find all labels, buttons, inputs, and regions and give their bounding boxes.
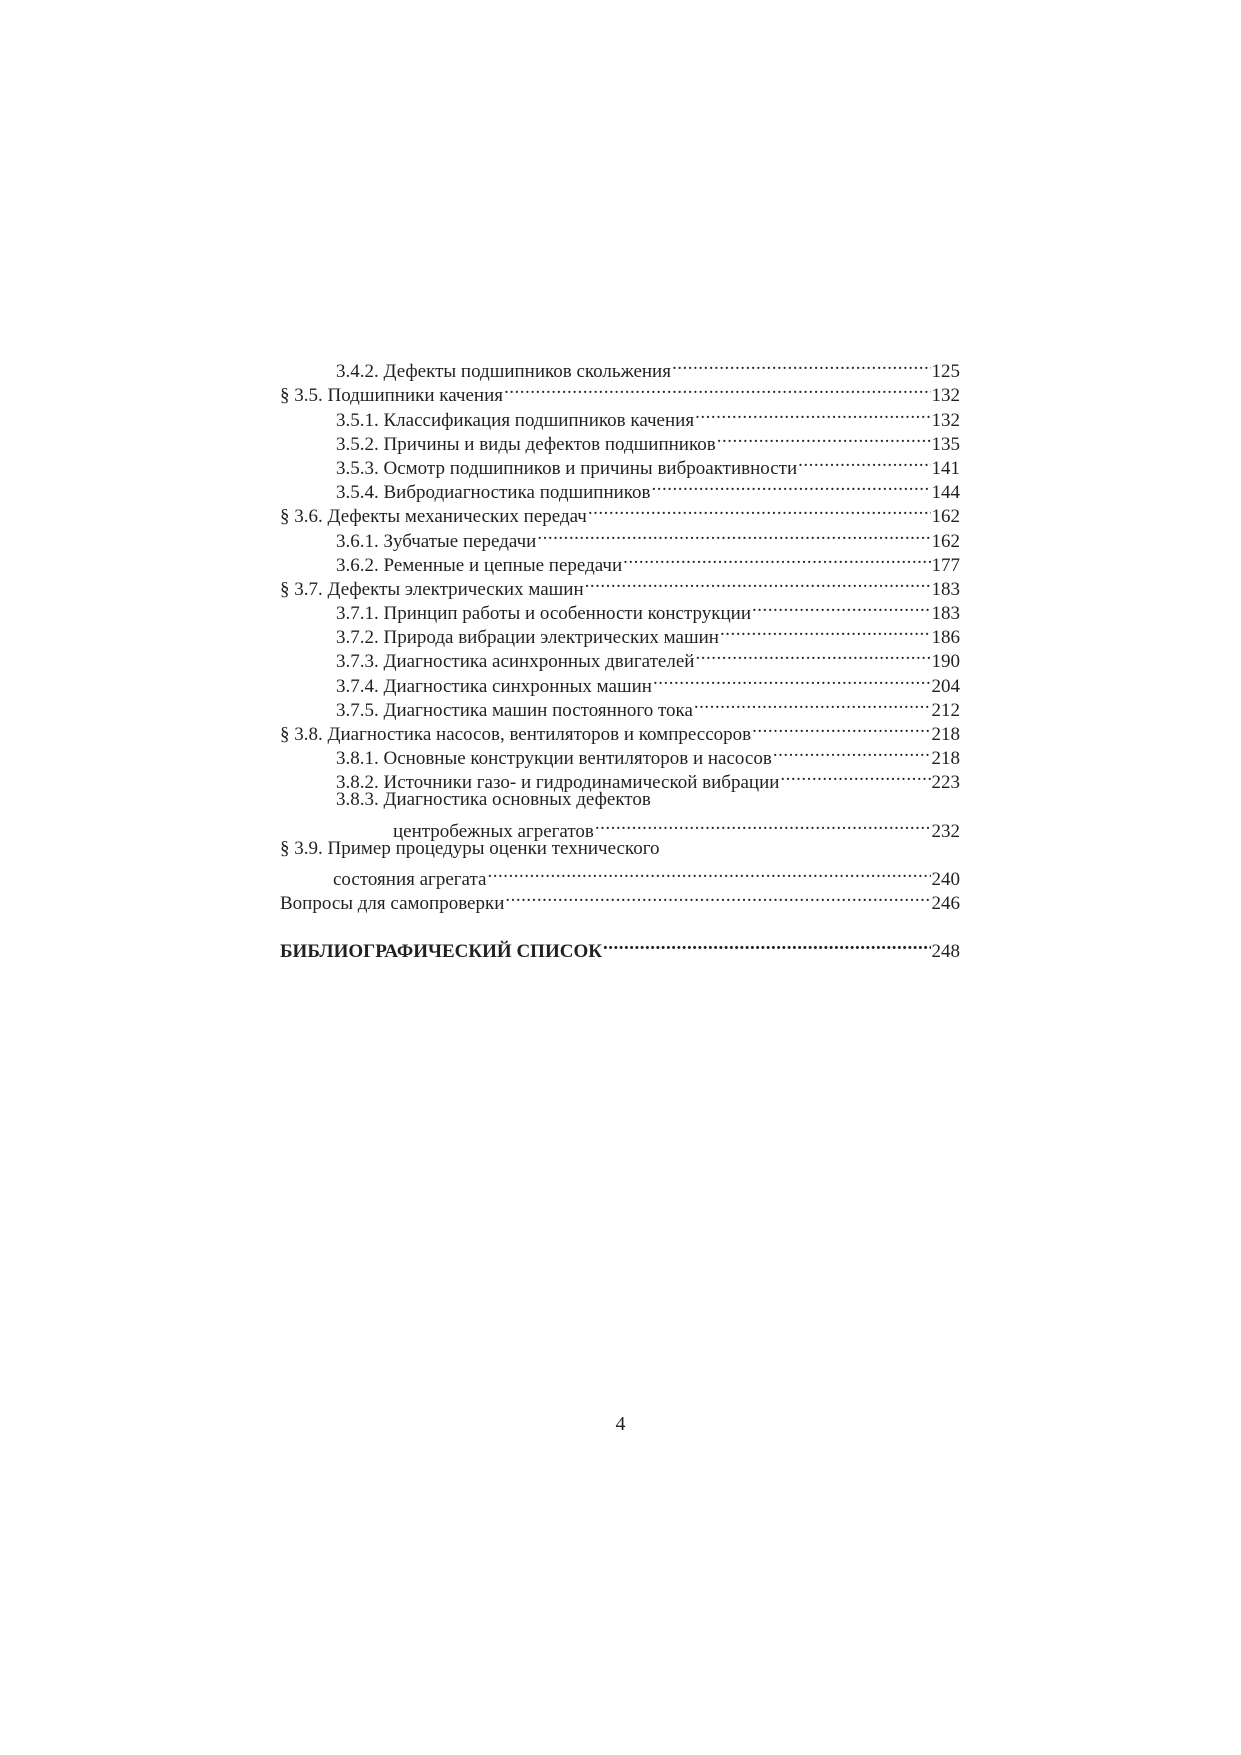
toc-entry-continuation[interactable]: [280, 813, 960, 842]
toc-leader-dots: [752, 595, 930, 619]
toc-leader-dots: [720, 619, 931, 643]
toc-entry-title: 3.6.1. Зубчатые передачи: [336, 530, 537, 552]
toc-entry-title: 3.7.5. Диагностика машин постоянного тока: [336, 699, 693, 721]
toc-leader-dots: [653, 667, 931, 691]
toc-leader-dots: [752, 716, 930, 740]
toc-entry-bibliography[interactable]: [280, 932, 960, 962]
toc-leader-dots: [505, 885, 930, 909]
toc-leader-dots: [603, 932, 930, 956]
toc-entry-continuation[interactable]: [280, 861, 960, 891]
toc-entry-page: 232: [931, 820, 960, 842]
toc-entry-page: 144: [931, 482, 960, 504]
toc-leader-dots: [623, 547, 930, 571]
toc-entry-page: 183: [931, 603, 960, 625]
toc-entry-page: 186: [931, 627, 960, 649]
toc-leader-dots: [595, 813, 931, 837]
toc-entry-title: § 3.7. Дефекты электрических машин: [280, 578, 584, 600]
toc-entry-title: 3.7.1. Принцип работы и особенности конструкции: [336, 603, 752, 625]
toc-entry-title: 3.7.2. Природа вибрации электрических машин: [336, 627, 719, 649]
toc-entry-title: § 3.8. Диагностика насосов, вентиляторов и компрессоров: [280, 724, 752, 745]
toc-entry-title: БИБЛИОГРАФИЧЕСКИЙ СПИСОК: [280, 940, 603, 962]
toc-entry-title: 3.5.3. Осмотр подшипников и причины виброактивности: [336, 457, 798, 479]
toc-entry-page: 212: [931, 699, 960, 721]
toc-leader-dots: [588, 498, 931, 522]
toc-entry-title: Вопросы для самопроверки: [280, 893, 505, 915]
toc-entry-page: 162: [931, 530, 960, 552]
toc-entry-title: § 3.6. Дефекты механических передач: [280, 506, 587, 528]
toc-leader-dots: [780, 764, 930, 788]
toc-entry-title: состояния агрегата: [333, 869, 487, 891]
toc-entry-page: 132: [931, 409, 960, 431]
page-number: 4: [615, 1413, 626, 1435]
toc-entry-title: 3.6.2. Ременные и цепные передачи: [336, 554, 623, 576]
toc-entry-title: § 3.5. Подшипники качения: [280, 385, 503, 407]
toc-entry-title: 3.8.3. Диагностика основных дефектов: [336, 789, 651, 811]
toc-entry-page: 248: [931, 940, 960, 962]
toc-entry-page: 218: [931, 724, 960, 745]
toc-entry-title: 3.5.4. Вибродиагностика подшипников: [336, 482, 651, 504]
toc-entry-page: 204: [931, 675, 960, 697]
toc-entry-title: 3.7.3. Диагностика асинхронных двигателей: [336, 651, 695, 673]
toc-leader-dots: [487, 861, 930, 885]
toc-leader-dots: [585, 571, 931, 595]
toc-entry-page: 183: [931, 578, 960, 600]
toc-entry-title: 3.7.4. Диагностика синхронных машин: [336, 675, 652, 697]
toc-entry-page: 218: [931, 748, 960, 770]
toc-entry-title: 3.8.1. Основные конструкции вентиляторов и насосов: [336, 748, 772, 770]
toc-entry-title: центробежных агрегатов: [393, 820, 594, 842]
toc-entry-title: 3.4.2. Дефекты подшипников скольжения: [336, 361, 671, 383]
toc-entry[interactable]: [280, 788, 960, 812]
toc-entry-title: § 3.9. Пример процедуры оценки технического: [280, 837, 660, 859]
table-of-contents: [280, 353, 960, 962]
toc-leader-dots: [773, 740, 931, 764]
toc-leader-dots: [798, 450, 930, 474]
toc-entry-page: 240: [931, 869, 960, 891]
toc-entry-page: 141: [931, 457, 960, 479]
toc-entry[interactable]: [280, 353, 960, 383]
toc-entry-page: 132: [931, 385, 960, 407]
toc-entry-title: 3.5.2. Причины и виды дефектов подшипников: [336, 433, 716, 455]
toc-leader-dots: [694, 692, 931, 716]
toc-leader-dots: [717, 426, 931, 450]
toc-entry-title: 3.8.2. Источники газо- и гидродинамической вибрации: [336, 772, 780, 794]
toc-entry-title: 3.5.1. Классификация подшипников качения: [336, 409, 695, 431]
toc-entry-page: 223: [931, 772, 960, 794]
toc-entry-page: 246: [931, 893, 960, 915]
toc-leader-dots: [504, 377, 931, 401]
toc-entry-page: 190: [931, 651, 960, 673]
toc-leader-dots: [537, 522, 930, 546]
toc-entry-page: 125: [931, 361, 960, 383]
toc-leader-dots: [652, 474, 931, 498]
toc-entry-page: 162: [931, 506, 960, 528]
toc-leader-dots: [695, 401, 930, 425]
toc-entry-page: 177: [931, 554, 960, 576]
toc-entry-page: 135: [931, 433, 960, 455]
toc-leader-dots: [695, 643, 930, 667]
toc-entry[interactable]: [280, 837, 960, 861]
toc-leader-dots: [672, 353, 931, 377]
